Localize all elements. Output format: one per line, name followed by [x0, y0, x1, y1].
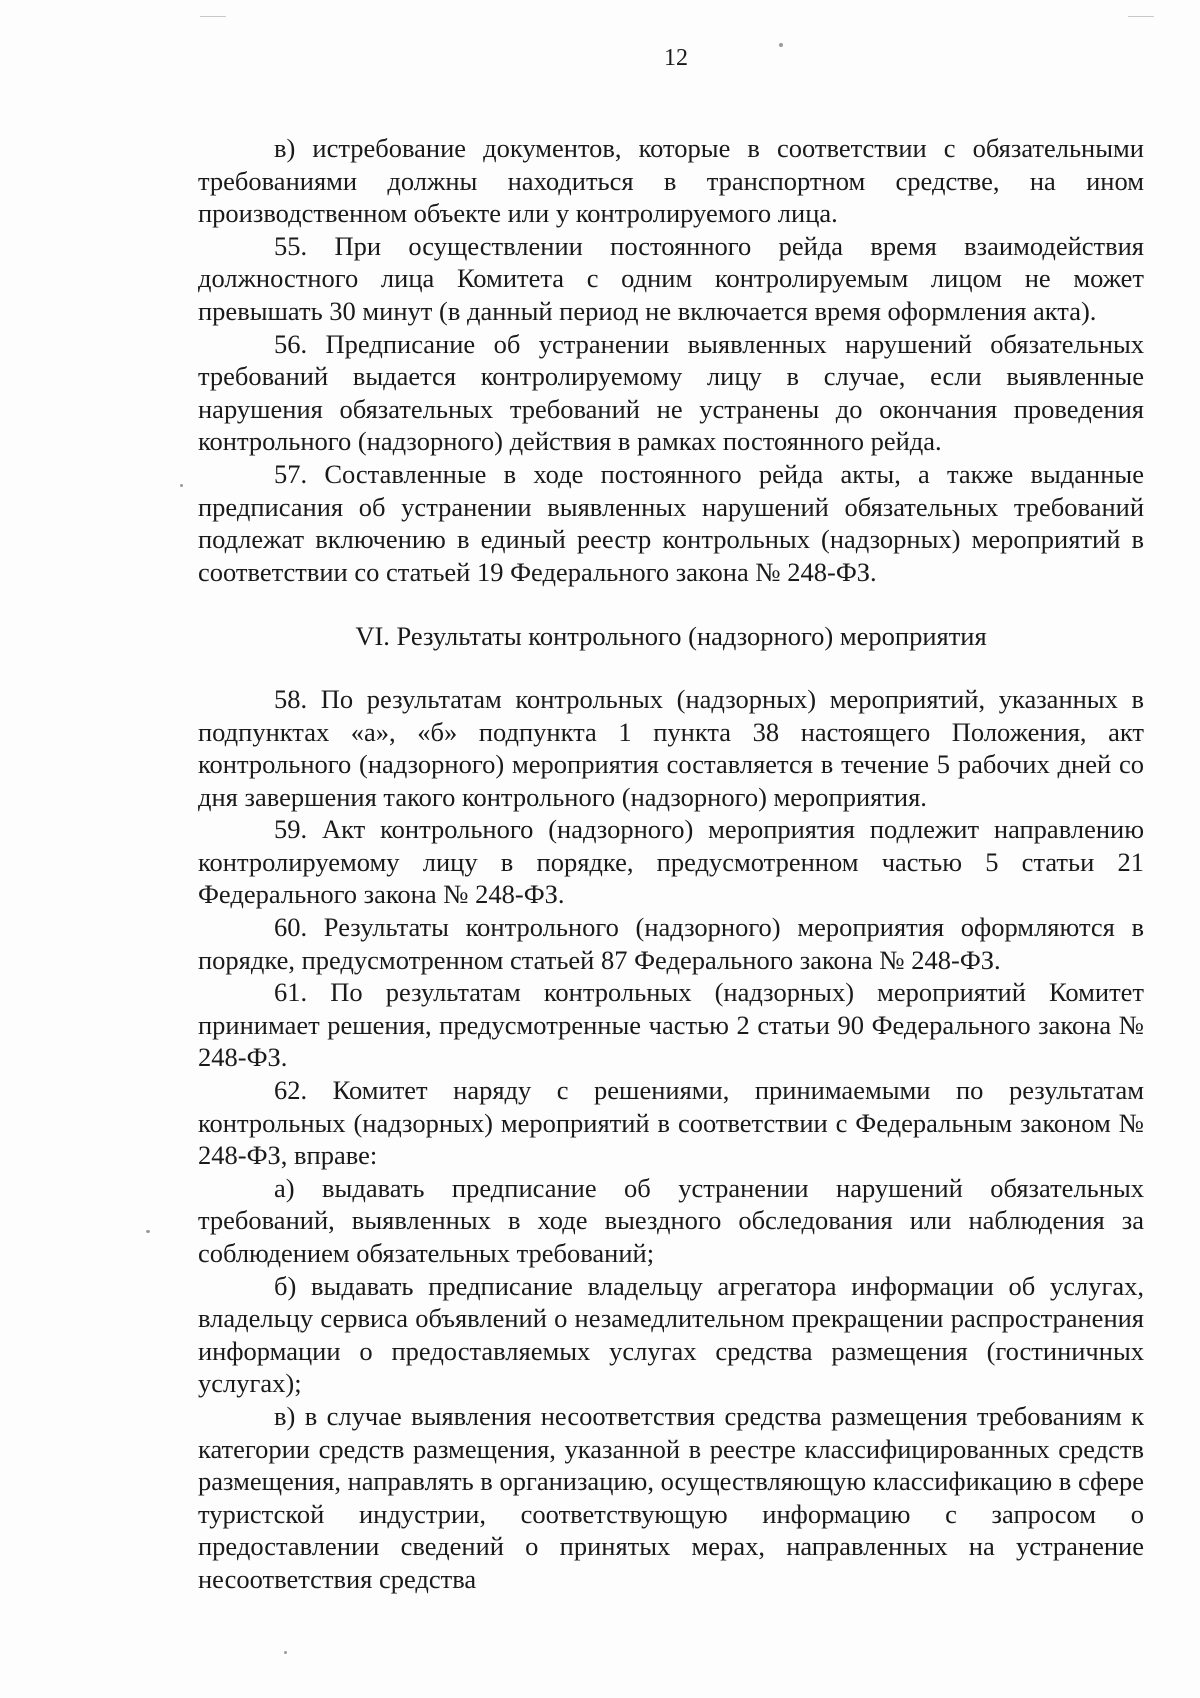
- scan-artifact: [1128, 16, 1154, 17]
- list-item: а) выдавать предписание об устранении нарушений обязательных требований, выявленных в ходе выездного обследования или наблюдения за соблюдением обязательных требований;: [198, 1172, 1144, 1268]
- paragraph: 61. По результатам контрольных (надзорных) мероприятий Комитет принимает решения, предусмотренные частью 2 статьи 90 Федерального закона № 248-ФЗ.: [198, 977, 1144, 1073]
- page-number: 12: [664, 45, 688, 71]
- list-item: б) выдавать предписание владельцу агрегатора информации об услугах, владельцу сервиса объявлений о незамедлительном прекращении распространения информации о предоставляемых услугах средства размещения (гостиничных услугах);: [198, 1270, 1144, 1399]
- section-heading: VI. Результаты контрольного (надзорного) мероприятия: [355, 621, 987, 652]
- paragraph: 56. Предписание об устранении выявленных нарушений обязательных требований выдается контролируемому лицу в случае, если выявленные нарушения обязательных требований не устранены до окончания проведения контрольного (надзорного) действия в рамках постоянного рейда.: [198, 328, 1144, 457]
- paragraph: 60. Результаты контрольного (надзорного) мероприятия оформляются в порядке, предусмотренном статьей 87 Федерального закона № 248-ФЗ.: [198, 912, 1144, 975]
- scan-speck: [284, 1651, 287, 1654]
- scan-speck: [180, 484, 183, 487]
- paragraph: 62. Комитет наряду с решениями, принимаемыми по результатам контрольных (надзорных) мероприятий в соответствии с Федеральным законом № 248-ФЗ, вправе:: [198, 1075, 1144, 1171]
- paragraph: 57. Составленные в ходе постоянного рейда акты, а также выданные предписания об устранении выявленных нарушений обязательных требований подлежат включению в единый реестр контрольных (надзорных) мероприятий в соответствии со статьей 19 Федерального закона № 248-ФЗ.: [198, 458, 1144, 587]
- document-body: [198, 132, 1144, 1596]
- paragraph: 58. По результатам контрольных (надзорных) мероприятий, указанных в подпунктах «а», «б» подпункта 1 пункта 38 настоящего Положения, акт контрольного (надзорного) мероприятия составляется в течение 5 рабочих дней со дня завершения такого контрольного (надзорного) мероприятия.: [198, 683, 1144, 812]
- scan-speck: [146, 1230, 150, 1233]
- paragraph: 59. Акт контрольного (надзорного) мероприятия подлежит направлению контролируемому лицу в порядке, предусмотренном частью 5 статьи 21 Федерального закона № 248-ФЗ.: [198, 814, 1144, 910]
- paragraph: в) истребование документов, которые в соответствии с обязательными требованиями должны находиться в транспортном средстве, на ином производственном объекте или у контролируемого лица.: [198, 133, 1144, 229]
- scan-artifact: [200, 16, 226, 17]
- paragraph: 55. При осуществлении постоянного рейда время взаимодействия должностного лица Комитета с одним контролируемым лицом не может превышать 30 минут (в данный период не включается время оформления акта).: [198, 230, 1144, 326]
- list-item: в) в случае выявления несоответствия средства размещения требованиям к категории средств размещения, указанной в реестре классифицированных средств размещения, направлять в организацию, осуществляющую классификацию в сфере туристской индустрии, соответствующую информацию с запросом о предоставлении сведений о принятых мерах, направленных на устранение несоответствия средства: [198, 1400, 1144, 1594]
